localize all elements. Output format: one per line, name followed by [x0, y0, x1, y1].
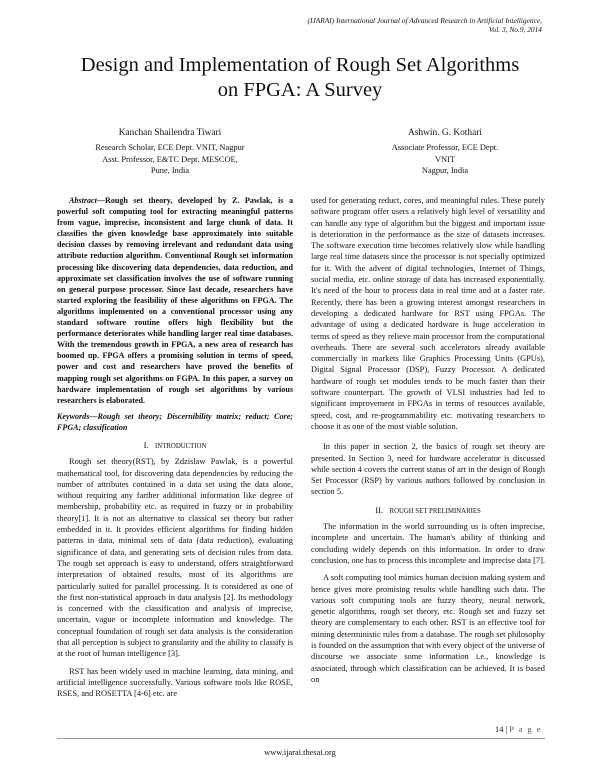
section-number: II.	[375, 504, 384, 515]
abstract	[57, 195, 293, 406]
paper-title-line2: on FPGA: A Survey	[217, 79, 383, 101]
author-location: Pune, India	[150, 165, 190, 175]
paper-title-line1: Design and Implementation of Rough Set Algorithms	[80, 54, 520, 76]
section-title: ROUGH SET PRELIMINARIES	[389, 507, 481, 515]
author-affiliation: VNIT	[434, 154, 455, 164]
paragraph: RST has been widely used in machine learning, data mining, and artificial intelligence successfully. Various software tools like ROSE, RSES, and ROSETTA [4-6] etc. are	[57, 666, 293, 699]
page-number	[495, 725, 542, 734]
paragraph: used for generating reduct, cores, and meaningful rules. These purely software program offer users a relatively high level of versatility and can handle any type of algorithm but the biggest and important issue is deterioration in the performance as the size of datasets increases. The software execution time becomes relatively slow while handling large real time datasets since the processor is not specially optimized for it. With the advent of digital technologies, Internet of Things, social media, etc. online storage of data has increased exponentially. It's need of the hour to process data in real time and at a faster rate. Recently, there has been a growing interest amongst researchers in developing a dedicated hardware for RST using FPGAs. The advantage of using a dedicated hardware is huge acceleration in terms of speed as they relieve main processor from the computational overheads. There are several such accelerators already available commercially in markets like Graphics Processing Units (GPUs), Digital Signal Processor (DSP), Fuzzy Processor. A dedicated hardware of rough set modules tends to be much faster than their software counterpart. The growth of VLSI industries had led to significant improvement in FPGAs in terms of resources available, speed, cost, and re-programmability etc. motivating researchers to choose it as one of the most viable solution.	[311, 196, 545, 431]
section-heading-introduction	[57, 440, 293, 452]
author-name: Ashwin. G. Kothari	[408, 128, 482, 138]
author-block-2	[325, 128, 565, 176]
author-affiliation: Asst. Professor, E&TC Dept. MESCOE,	[102, 154, 238, 164]
author-block-1	[60, 128, 280, 176]
abstract-label: Abstract—	[69, 196, 105, 205]
left-column	[57, 195, 293, 700]
journal-header-line1: (IJARAI) International Journal of Advanced Research in Artificial Intelligence,	[307, 16, 542, 25]
paragraph: In this paper in section 2, the basics of rough set theory are presented. In Section 3, need for hardware accelerator is discussed while section 4 covers the current status of art in the design of Rough Set Processor (RSP) by various authors followed by conclusion in section 5.	[311, 442, 545, 497]
author-affiliation: Research Scholar, ECE Dept. VNIT, Nagpur	[95, 143, 245, 153]
paragraph: A soft computing tool mimics human decision making system and hence gives more promising results while handling such data. The various soft computing tools are fuzzy theory, neural network, genetic algorithms, rough set theory, etc. Rough set and fuzzy set theory are complementary to each other. RST is an effective tool for mining deterministic rules from a database. The rough set philosophy is founded on the assumption that with every object of the universe of discourse we associate some information i.e., knowledge is associated, through which classification can be achieved. It is based on	[311, 573, 545, 684]
section-heading-preliminaries	[311, 505, 545, 517]
paper-title	[0, 53, 600, 103]
author-affiliation: Associate Professor, ECE Dept.	[391, 143, 499, 153]
page-number-value: 14 |	[495, 725, 508, 734]
page-word: P a g e	[509, 725, 542, 734]
journal-header	[308, 16, 542, 34]
keywords: Keywords—Rough set theory; Discernibility matrix; reduct; Core; FPGA; classification	[57, 411, 293, 432]
section-title: INTRODUCTION	[155, 442, 207, 450]
paragraph: The information in the world surrounding us is often imprecise, incomplete and uncertain. The human's ability of thinking and concluding widely depends on this information. In order to draw conclusion, one has to process this incomplete and imprecise data [7].	[311, 522, 545, 565]
paragraph: Rough set theory(RST), by Zdzislaw Pawlak, is a powerful mathematical tool, for discovering data dependencies by reducing the number of attributes contained in a data set using the data alone, without requiring any farther additional information like degree of membership, probability etc. as required in fuzzy or in probability theory[1]. It is not an alternative to classical set theory but rather embedded in it. It provides efficient algorithms for finding hidden patterns in data, minimal sets of data (data reduction), evaluating significance of data, and generating sets of decision rules from data. The rough set approach is easy to understand, offers straightforward interpretation of obtained results, most of its algorithms are particularly suited for parallel processing. It is considered as one of the first non-statistical approach in data analysis [2]. Its methodology is concerned with the classification and analysis of imprecise, uncertain, vague or incomplete information and knowledge. The conceptual foundation of rough set data analysis is the consideration that all perception is subject to granularity and the ability to classify is at the root of human intelligence [3].	[57, 457, 293, 659]
abstract-text: Rough set theory, developed by Z. Pawlak, is a powerful soft computing tool for extracting meaningful patterns from vague, imprecise, inconsistent and large chunk of data. It classifies the given knowledge base approximately into suitable decision classes by removing irrelevant and redundant data using attribute reduction algorithm. Conventional Rough set information processing like discovering data dependencies, data reduction, and approximate set classification involves the use of software running on general purpose processor. Since last decade, researchers have started exploring the feasibility of these algorithms on FPGA. The algorithms implemented on a conventional processor using any standard software routine offers high flexibility but the performance deteriorates while handling larger real time databases. With the tremendous growth in FPGA, a new area of research has boomed up. FPGA offers a promising solution in terms of speed, power and cost and researchers have proved the benefits of mapping rough set algorithms on FGPA. In this paper, a survey on hardware implementation of rough set algorithms by various researchers is elaborated.	[57, 196, 293, 405]
footer-divider	[57, 738, 545, 739]
section-number: I.	[143, 439, 149, 450]
author-location: Nagpur, India	[421, 165, 469, 175]
right-column	[311, 195, 545, 685]
author-name: Kanchan Shailendra Tiwari	[118, 128, 222, 138]
footer-url[interactable]: www.ijarai.thesai.org	[264, 748, 336, 757]
journal-header-line2: Vol. 3, No.9, 2014	[488, 25, 542, 34]
